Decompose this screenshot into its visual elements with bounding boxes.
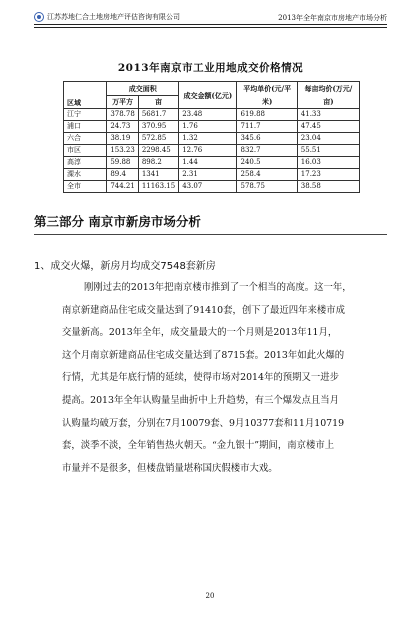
table-row [64, 145, 360, 157]
header-mu: 亩 [138, 95, 178, 109]
mu-price-cell: 23.04 [297, 133, 359, 145]
part-rule [34, 234, 387, 235]
wan-m2-cell: 378.78 [107, 109, 139, 121]
district-cell: 溧水 [64, 169, 107, 181]
district-cell: 全市 [64, 181, 107, 193]
header-wan-m2: 万平方 [107, 95, 139, 109]
unit-price-cell: 619.88 [237, 109, 297, 121]
report-name: 2013年全年南京市房地产市场分析 [278, 14, 387, 22]
amount-cell: 2.31 [179, 169, 237, 181]
mu-price-cell: 55.51 [297, 145, 359, 157]
mu-price-cell: 41.33 [297, 109, 359, 121]
paragraph-line: 交量新高。2013年全年，成交量最大的一个月则是2013年11月， [62, 327, 338, 339]
body-paragraph [62, 277, 387, 480]
table-header-row [64, 82, 360, 96]
page-number: 20 [205, 592, 215, 600]
mu-cell: 898.2 [138, 157, 178, 169]
company-name: 江苏苏地仁合土地房地产评估咨询有限公司 [47, 13, 180, 21]
paragraph-line: 行情，尤其是年底行情的延续，使得市场对2014年的预期又一进步 [62, 372, 339, 384]
wan-m2-cell: 153.23 [107, 145, 139, 157]
page-header [34, 8, 387, 24]
table-row [64, 133, 360, 145]
paragraph-line: 套，淡季不淡，全年销售热火朝天。“金九银十”期间，南京楼市上 [62, 440, 335, 452]
wan-m2-cell: 89.4 [107, 169, 139, 181]
district-cell: 市区 [64, 145, 107, 157]
table-row [64, 121, 360, 133]
paragraph-line: 提高。2013年全年认购量呈曲折中上升趋势，有三个爆发点且当月 [62, 394, 339, 406]
wan-m2-cell: 744.21 [107, 181, 139, 193]
paragraph-line: 这个月南京新建商品住宅成交量达到了8715套。2013年如此火爆的 [62, 349, 345, 361]
unit-price-cell: 258.4 [237, 169, 297, 181]
mu-cell: 2298.45 [138, 145, 178, 157]
unit-price-cell: 240.5 [237, 157, 297, 169]
wan-m2-cell: 59.88 [107, 157, 139, 169]
paragraph-line: 刚刚过去的2013年把南京楼市推到了一个相当的高度。这一年， [84, 282, 352, 293]
unit-price-cell: 345.6 [237, 133, 297, 145]
header-district: 区域 [64, 82, 107, 109]
sub-title: 1、成交火爆，新房月均成交7548套新房 [34, 261, 216, 272]
paragraph-line: 市量并不是很多，但楼盘销量堪称国庆假楼市大戏。 [62, 462, 278, 474]
header-amount: 成交金额(亿元) [179, 82, 237, 109]
amount-cell: 1.76 [179, 121, 237, 133]
mu-cell: 5681.7 [138, 109, 178, 121]
mu-cell: 11163.15 [138, 181, 178, 193]
mu-cell: 1341 [138, 169, 178, 181]
amount-cell: 23.48 [179, 109, 237, 121]
mu-cell: 370.95 [138, 121, 178, 133]
unit-price-cell: 832.7 [237, 145, 297, 157]
table-row [64, 109, 360, 121]
mu-price-cell: 47.45 [297, 121, 359, 133]
unit-price-cell: 578.75 [237, 181, 297, 193]
mu-cell: 572.85 [138, 133, 178, 145]
header-rule-thin [34, 27, 387, 28]
district-cell: 六合 [64, 133, 107, 145]
land-price-table [63, 81, 360, 193]
district-cell: 高淳 [64, 157, 107, 169]
header-unit-price: 平均单价(元/平米) [237, 82, 297, 109]
table-row [64, 169, 360, 181]
amount-cell: 12.76 [179, 145, 237, 157]
amount-cell: 43.07 [179, 181, 237, 193]
company-logo-icon [34, 12, 44, 22]
header-left [34, 12, 180, 22]
wan-m2-cell: 38.19 [107, 133, 139, 145]
district-cell: 浦口 [64, 121, 107, 133]
table-row [64, 157, 360, 169]
header-rule [34, 24, 387, 25]
header-area-group: 成交面积 [107, 82, 179, 96]
mu-price-cell: 38.58 [297, 181, 359, 193]
amount-cell: 1.32 [179, 133, 237, 145]
paragraph-line: 认购量均破万套，分别在7月10079套、9月10377套和11月10719 [62, 417, 345, 429]
mu-price-cell: 17.23 [297, 169, 359, 181]
amount-cell: 1.44 [179, 157, 237, 169]
district-cell: 江宁 [64, 109, 107, 121]
table-title: 2013年南京市工业用地成交价格情况 [117, 62, 304, 74]
part-title: 第三部分 南京市新房市场分析 [34, 214, 201, 229]
table-row [64, 181, 360, 193]
paragraph-line: 南京新建商品住宅成交量达到了91410套，创下了最近四年来楼市成 [62, 304, 345, 316]
header-mu-price: 每亩均价(万元/亩) [297, 82, 359, 109]
unit-price-cell: 711.7 [237, 121, 297, 133]
wan-m2-cell: 24.73 [107, 121, 139, 133]
mu-price-cell: 16.03 [297, 157, 359, 169]
